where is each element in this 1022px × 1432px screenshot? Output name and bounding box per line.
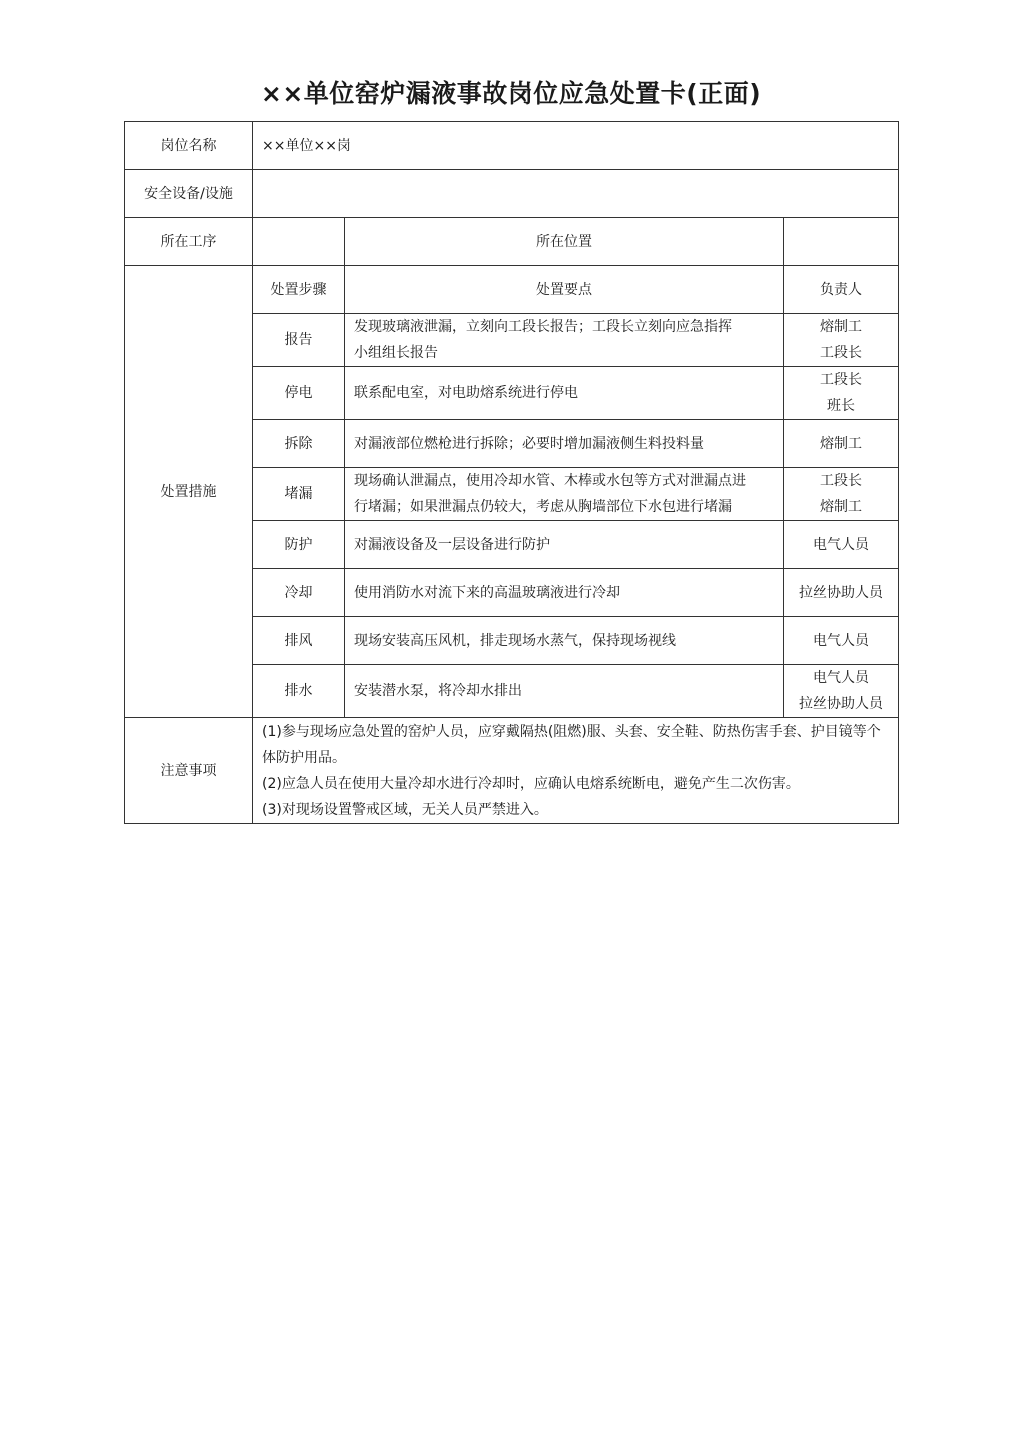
emergency-card-table (124, 121, 899, 824)
owner-cell (784, 420, 899, 468)
step-cell: 停电 (253, 367, 345, 420)
points-line: 对漏液设备及一层设备进行防护 (354, 536, 550, 553)
step-cell: 报告 (253, 314, 345, 367)
points-cell (345, 367, 784, 420)
points-line: 现场确认泄漏点，使用冷却水管、木棒或水包等方式对泄漏点进 (354, 473, 746, 489)
points-line: 联系配电室，对电助熔系统进行停电 (354, 385, 578, 401)
points-line: 对漏液部位燃枪进行拆除；必要时增加漏液侧生料投料量 (354, 435, 704, 452)
owner-line: 熔制工 (820, 319, 862, 335)
points-line: 安装潜水泵，将冷却水排出 (354, 683, 522, 699)
measures-header-row (125, 266, 899, 314)
safety-row (125, 170, 899, 218)
step-cell: 冷却 (253, 569, 345, 617)
step-cell: 拆除 (253, 420, 345, 468)
owner-line: 电气人员 (813, 536, 869, 553)
process-label: 所在工序 (125, 218, 253, 266)
note-item: (1)参与现场应急处置的窑炉人员，应穿戴隔热(阻燃)服、头套、安全鞋、防热伤害手套、护目镜等个体防护用品。 (262, 723, 881, 766)
owner-cell (784, 521, 899, 569)
owner-cell (784, 665, 899, 718)
owner-cell (784, 468, 899, 521)
owner-line: 电气人员 (813, 670, 869, 686)
owner-cell (784, 314, 899, 367)
owner-line: 熔制工 (820, 499, 862, 515)
notes-row (125, 718, 899, 824)
step-cell: 排水 (253, 665, 345, 718)
note-item: (2)应急人员在使用大量冷却水进行冷却时，应确认电熔系统断电，避免产生二次伤害。 (262, 775, 800, 792)
owner-cell (784, 617, 899, 665)
points-cell (345, 617, 784, 665)
points-line: 行堵漏；如果泄漏点仍较大，考虑从胸墙部位下水包进行堵漏 (354, 499, 732, 515)
points-cell (345, 569, 784, 617)
header-points: 处置要点 (345, 266, 784, 314)
safety-value (253, 170, 899, 218)
process-value (253, 218, 345, 266)
owner-line: 拉丝协助人员 (799, 584, 883, 601)
measures-section-label: 处置措施 (125, 266, 253, 718)
location-value (784, 218, 899, 266)
owner-line: 拉丝协助人员 (799, 696, 883, 712)
points-cell (345, 521, 784, 569)
owner-cell (784, 367, 899, 420)
points-cell (345, 665, 784, 718)
owner-cell (784, 569, 899, 617)
post-name-label: 岗位名称 (125, 122, 253, 170)
post-name-row (125, 122, 899, 170)
points-line: 现场安装高压风机，排走现场水蒸气，保持现场视线 (354, 632, 676, 649)
owner-line: 班长 (827, 398, 855, 414)
note-item: (3)对现场设置警戒区域，无关人员严禁进入。 (262, 801, 548, 818)
owner-line: 工段长 (820, 372, 862, 388)
owner-line: 熔制工 (820, 435, 862, 452)
owner-line: 工段长 (820, 345, 862, 361)
step-cell: 堵漏 (253, 468, 345, 521)
page-title: ××单位窑炉漏液事故岗位应急处置卡(正面) (260, 79, 762, 108)
points-cell (345, 420, 784, 468)
points-line: 使用消防水对流下来的高温玻璃液进行冷却 (354, 584, 620, 601)
step-cell: 防护 (253, 521, 345, 569)
header-owner: 负责人 (784, 266, 899, 314)
step-cell: 排风 (253, 617, 345, 665)
owner-line: 工段长 (820, 473, 862, 489)
notes-label: 注意事项 (125, 718, 253, 824)
safety-label: 安全设备/设施 (125, 170, 253, 218)
owner-line: 电气人员 (813, 632, 869, 649)
points-cell (345, 314, 784, 367)
points-cell (345, 468, 784, 521)
notes-content (253, 718, 899, 824)
location-label: 所在位置 (345, 218, 784, 266)
post-name-value: ××单位××岗 (253, 122, 899, 170)
points-line: 发现玻璃液泄漏，立刻向工段长报告；工段长立刻向应急指挥 (354, 319, 732, 335)
points-line: 小组组长报告 (354, 345, 438, 361)
process-row (125, 218, 899, 266)
header-step: 处置步骤 (253, 266, 345, 314)
